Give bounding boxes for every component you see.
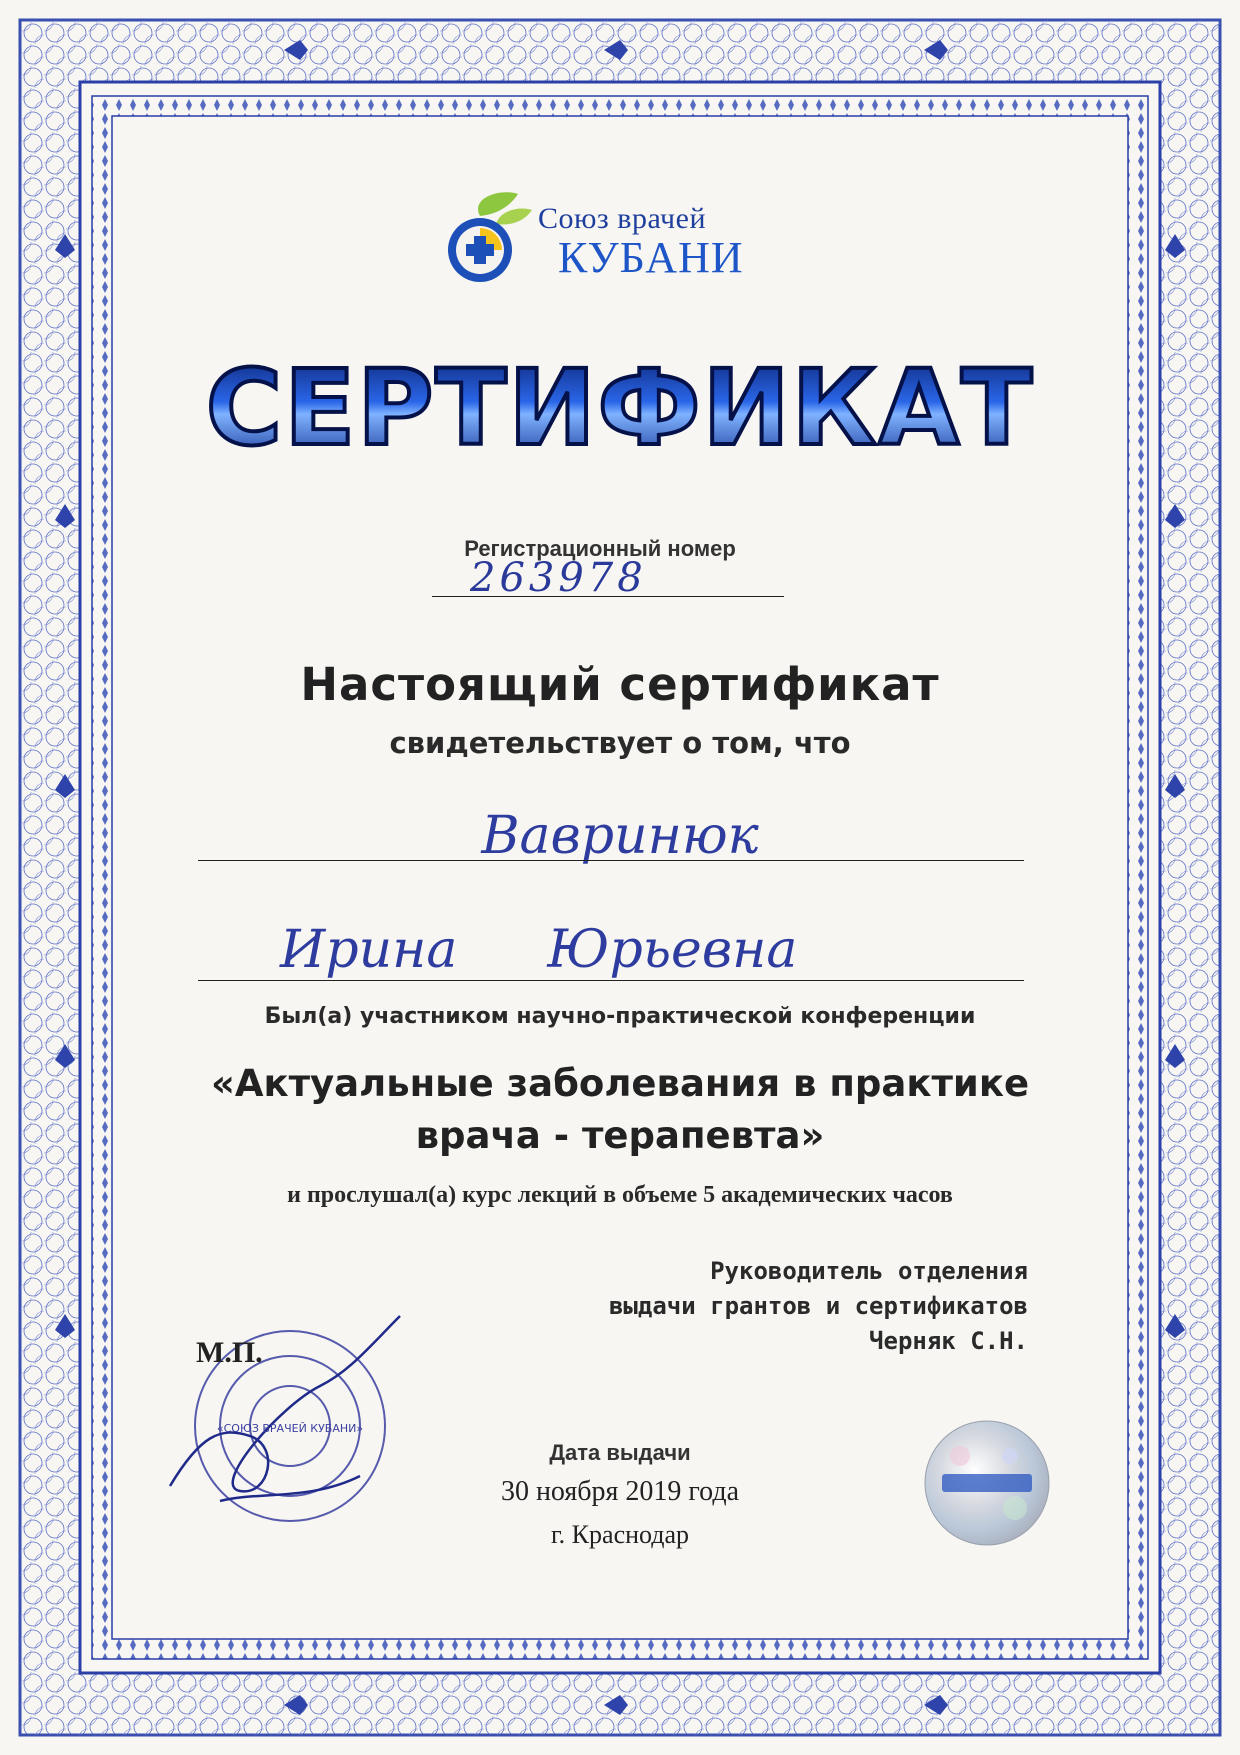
registration-underline: [432, 596, 784, 597]
certificate-title-text: СЕРТИФИКАТ: [205, 347, 1035, 469]
stamp-place-label: М.П.: [196, 1336, 263, 1369]
participation-text: Был(а) участником научно-практической конференции: [264, 1004, 976, 1029]
logo-text-kuban: КУБАНИ: [558, 233, 744, 282]
conference-title-line1: «Актуальные заболевания в практике: [210, 1062, 1030, 1105]
logo-emblem-icon: [440, 188, 536, 288]
surname-underline: [198, 860, 1024, 861]
certificate-title: [190, 340, 1050, 480]
logo-text-union: Союз врачей: [538, 202, 707, 235]
lectures-text: и прослушал(а) курс лекций в объеме 5 академических часов: [287, 1182, 953, 1208]
hologram-sticker-icon: [920, 1416, 1054, 1550]
signatory-position-line2: выдачи грантов и сертификатов: [608, 1292, 1028, 1320]
registration-label: Регистрационный номер: [464, 536, 736, 561]
heading-sub: свидетельствует о том, что: [389, 726, 851, 760]
signatory-name: Черняк С.Н.: [869, 1327, 1028, 1355]
issue-date: 30 ноября 2019 года: [500, 1476, 740, 1507]
conference-title-line2: врача - терапевта»: [415, 1114, 825, 1157]
registration-number: 263978: [470, 555, 647, 601]
recipient-first-name: Ирина: [280, 920, 458, 980]
stamp-center-text: «СОЮЗ ВРАЧЕЙ КУБАНИ»: [216, 1422, 364, 1435]
issue-city: г. Краснодар: [550, 1520, 690, 1549]
signatory-block: [609, 1254, 1028, 1359]
organization-logo: [440, 188, 800, 288]
signatory-position-line1: Руководитель отделения: [710, 1257, 1028, 1285]
recipient-given-names: [280, 920, 880, 980]
heading-main: Настоящий сертификат: [300, 658, 940, 711]
issue-date-label: Дата выдачи: [549, 1440, 691, 1465]
given-names-underline: [198, 980, 1024, 981]
recipient-surname: Вавринюк: [481, 806, 759, 866]
recipient-patronymic: Юрьевна: [547, 920, 798, 980]
